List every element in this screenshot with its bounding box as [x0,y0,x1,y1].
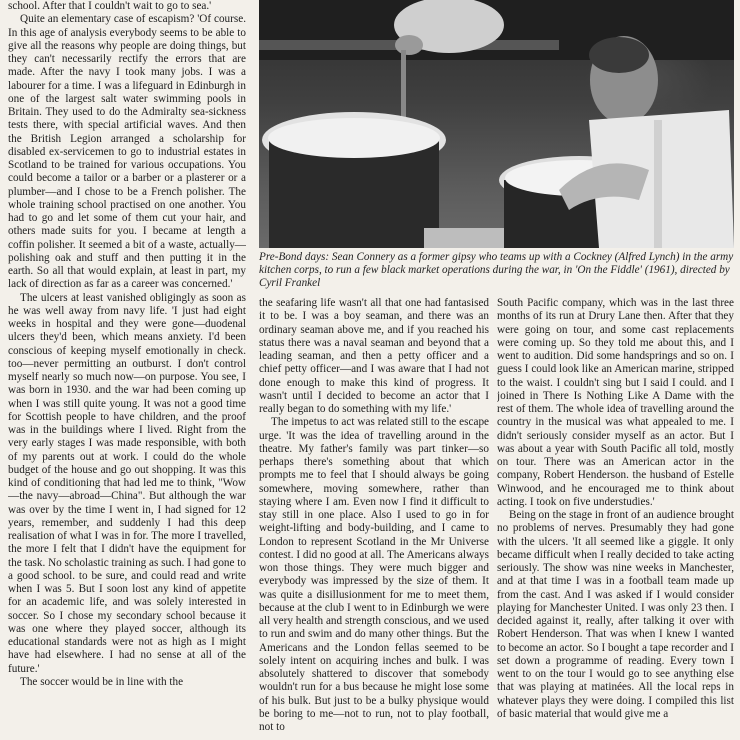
paragraph: The impetus to act was related still to the escape urge. 'It was the idea of travelling around in the theatre. My father's family was part tinker—so perhaps there's something about that which prompts me to feel that I should always be going somewhere, moving somewhere, rather than staying where I am. Even now I find it difficult to stay still in one place. Also I used to go in for weight-lifting and body-building, and I came to London to represent Scotland in the Mr Universe contest. I did no good at all. The Americans always won those things. They were much bigger and everybody was impressed by the size of them. It was quite a disillusionment for me to meet them, because at the club I went to in Edinburgh we were all very health and strength conscious, and we used to run and swim and do many other things. But the Americans and the London fellas seemed to be solely intent on acquiring inches and bulk. I was absolutely shattered to discover that somebody wouldn't run for a bus because he might lose some of his bulk. But just to be a bulky physique would be boring to me—not to run, not to play football, not to [259,416,489,733]
article-column-1 [8,0,246,740]
film-still-photo [259,0,734,248]
photo-illustration [259,0,734,248]
photo-caption: Pre-Bond days: Sean Connery as a former gipsy who teams up with a Cockney (Alfred Lynch) in the army kitchen corps, to run a few black market operations during the war, in 'On the Fiddle' (1961), directed by Cyril Frankel [259,251,734,290]
paragraph: The ulcers at least vanished obligingly as soon as he was well away from navy life. 'I just had eight weeks in hospital and they were gone—duodenal ulcers they'd been, which means anxiety. I'd been conscious of keeping myself emotionally in check. too—never permitting an outburst. I don't control myself nearly so much now—on purpose. You see, I was born in 1930. and the war had been coming up when I was still quite young. It was not a good time for Scottish people to have children, and the proof was in the buildings where I lived. Right from the very early stages I was made responsible, with both of my parents out at work. I could do the whole budget of the house and go out shopping. It was this kind of conditioning that had led me to think, "Wow—the navy—abroad—China". But although the war was over by the time I went in, I had signed for 12 years, remember, and suddenly I had this deep realisation of what I was in for. The more I travelled, the more I felt that I didn't have the equipment for the task. No scholastic training as such. I had gone to a good school. to be sure, and could read and write when I was 5. But I soon lost any kind of appetite for an academic life, and was solely interested in soccer. So I chose my secondary school because it was one where they played soccer, although its educational standards were not as high as I might have had elsewhere. I had no sense at all of the future.' [8,291,246,675]
paragraph: the seafaring life wasn't all that one had fantasised it to be. I was a boy seaman, and there was an ordinary seaman above me, and if you reached his status there was a naval seaman and beyond that a leading seaman, and then a petty officer and a chief petty officer—and I was aware that I had not done enough to make this kind of progress. It wasn't until I decided to become an actor that I really began to do something with my life.' [259,297,489,415]
paragraph: Quite an elementary case of escapism? 'Of course. In this age of analysis everybody seems to be able to give all the reasons why people are doing things, but they can't necessarily rectify the errors that are made. After the navy I took many jobs. I was a labourer for a time. I was a lifeguard in Edinburgh in one of the largest salt water swimming pools in Britain. They used to do the Admiralty sea-sickness tests there, with special artificial waves. And then the British Legion arranged a scholarship for disabled ex-servicemen to go to industrial estates in Scotland to be trained for various occupations. You could become a tailor or a barber or a plasterer or a plumber—and I chose to be a French polisher. The whole training school practised on one another. You had to go and let some of them cut your hair, and others made suits for you. I became at length a coffin polisher. It seemed a bit of a waste, actually—polishing oak and stuff and then putting it in the earth. So all that would explain, at least in part, my lack of direction as far as a career was concerned.' [8,13,246,291]
article-column-3 [497,297,734,740]
article-column-2 [259,297,489,740]
paragraph: The soccer would be in line with the [20,675,184,688]
paragraph: South Pacific company, which was in the last three months of its run at Drury Lane then. After that they were going on tour, and some cast replacements were coming up. So they told me about this, and I went to audition. Did some handsprings and so on. I guess I could look like an American marine, stripped to the waist. I couldn't sing but I said I could. and I joined in There Is Nothing Like A Dame with the rest of them. The whole idea of travelling around the country in the musical was what appealed to me. I didn't seriously consider myself as an actor. But I was about a year with South Pacific all told, mostly on tour. There was an American actor in the company, Robert Henderson. the husband of Estelle Winwood, and he encouraged me to think about acting. I took on five understudies.' [497,297,734,508]
paragraph: school. After that I couldn't wait to go to sea.' [8,0,212,12]
paragraph: Being on the stage in front of an audience brought no problems of nerves. Presumably they had gone with the ulcers. 'It all seemed like a giggle. It only became difficult when I really decided to take acting seriously. The show was nine weeks in Manchester, and at that time I was in a football team made up from the cast. And I was asked if I would consider playing for Manchester United. I was only 23 then. I decided against it, really, after talking it over with Robert Henderson. That was when I knew I wanted to become an actor. So I bought a tape recorder and I set down a programme of reading. Every town I went to on the tour I would go to see anything else that was playing at matinées. All the local reps in whatever plays they were doing. I compiled this list of basic material that would give me a [497,509,734,720]
